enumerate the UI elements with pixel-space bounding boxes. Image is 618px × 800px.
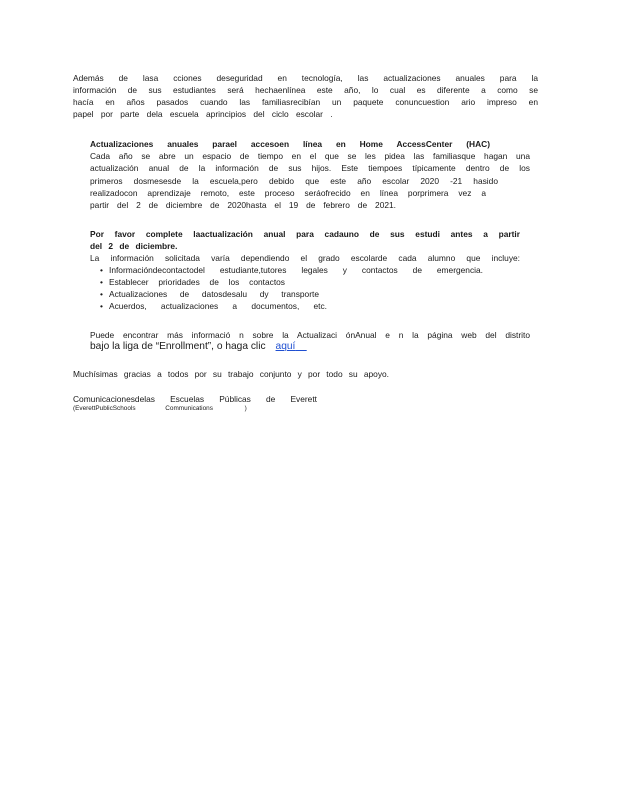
bullet-dot: • bbox=[100, 289, 103, 299]
bullet-item-4 bbox=[100, 301, 327, 311]
hac-line-5: partir del 2 de diciembre de 2020hasta el 19 de febrero de 2021. bbox=[90, 200, 396, 210]
bullet-item-3 bbox=[100, 289, 319, 299]
request-intro-line: La información solicitada varía dependiendo el grado escolarde cada alumno que incluye: bbox=[90, 253, 520, 263]
intro-line-4: papel por parte dela escuela aprincipios del ciclo escolar . bbox=[73, 109, 333, 119]
bullet-item-1 bbox=[100, 265, 483, 275]
hac-line-1: Cada año se abre un espacio de tiempo en el que se les pidea las familiasque hagan una bbox=[90, 151, 530, 161]
signature-close: ) bbox=[244, 405, 247, 412]
hac-line-2: actualización anual de la información de sus hijos. Este tiempoes típicamente dentro de los bbox=[90, 163, 530, 173]
signature-line-2 bbox=[73, 405, 247, 413]
bullet-text: Acuerdos, actualizaciones a documentos, etc. bbox=[109, 301, 327, 311]
find-line-2 bbox=[90, 341, 530, 353]
bullet-text: Informacióndecontactodel estudiante,tutores legales y contactos de emergencia. bbox=[109, 265, 483, 275]
request-bold-line-2: del 2 de diciembre. bbox=[90, 241, 178, 251]
intro-line-2: información de sus estudiantes será hechaenlínea este año, lo cual es diferente a como se bbox=[73, 85, 538, 95]
hac-heading: Actualizaciones anuales parael accesoen línea en Home AccessCenter (HAC) bbox=[90, 139, 490, 149]
bullet-dot: • bbox=[100, 301, 103, 311]
bullet-text: Establecer prioridades de los contactos bbox=[109, 277, 285, 287]
hac-line-4: realizadocon aprendizaje remoto, este proceso seráofrecido en línea porprimera vez a bbox=[90, 188, 486, 198]
find-line-1: Puede encontrar más informació n sobre la Actualizaci ónAnual e n la página web del distrito bbox=[90, 330, 530, 340]
bullet-item-2 bbox=[100, 277, 285, 287]
bullet-dot: • bbox=[100, 265, 103, 275]
request-bold-line-1: Por favor complete laactualización anual para cadauno de sus estudi antes a partir bbox=[90, 229, 520, 239]
hac-line-3: primeros dosmesesde la escuela,pero debido que este año escolar 2020 -21 hasido bbox=[90, 176, 498, 186]
bullet-text: Actualizaciones de datosdesalu dy transporte bbox=[109, 289, 319, 299]
intro-line-1: Además de lasa cciones deseguridad en tecnología, las actualizaciones anuales para la bbox=[73, 73, 538, 83]
signature-dept: Communications bbox=[165, 405, 213, 412]
intro-line-3: hacía en años pasados cuando las familiasrecibían un paquete conuncuestion ario impreso en bbox=[73, 97, 538, 107]
signature-org: (EverettPublicSchools bbox=[73, 405, 136, 412]
thanks-line: Muchísimas gracias a todos por su trabajo conjunto y por todo su apoyo. bbox=[73, 369, 389, 379]
link-underline-tail bbox=[295, 341, 306, 352]
aqui-link[interactable]: aquí bbox=[275, 341, 296, 352]
bullet-dot: • bbox=[100, 277, 103, 287]
find-line-2-text: bajo la liga de “Enrollment”, o haga clic bbox=[90, 341, 266, 352]
signature-line-1: Comunicacionesdelas Escuelas Públicas de Everett bbox=[73, 394, 317, 404]
